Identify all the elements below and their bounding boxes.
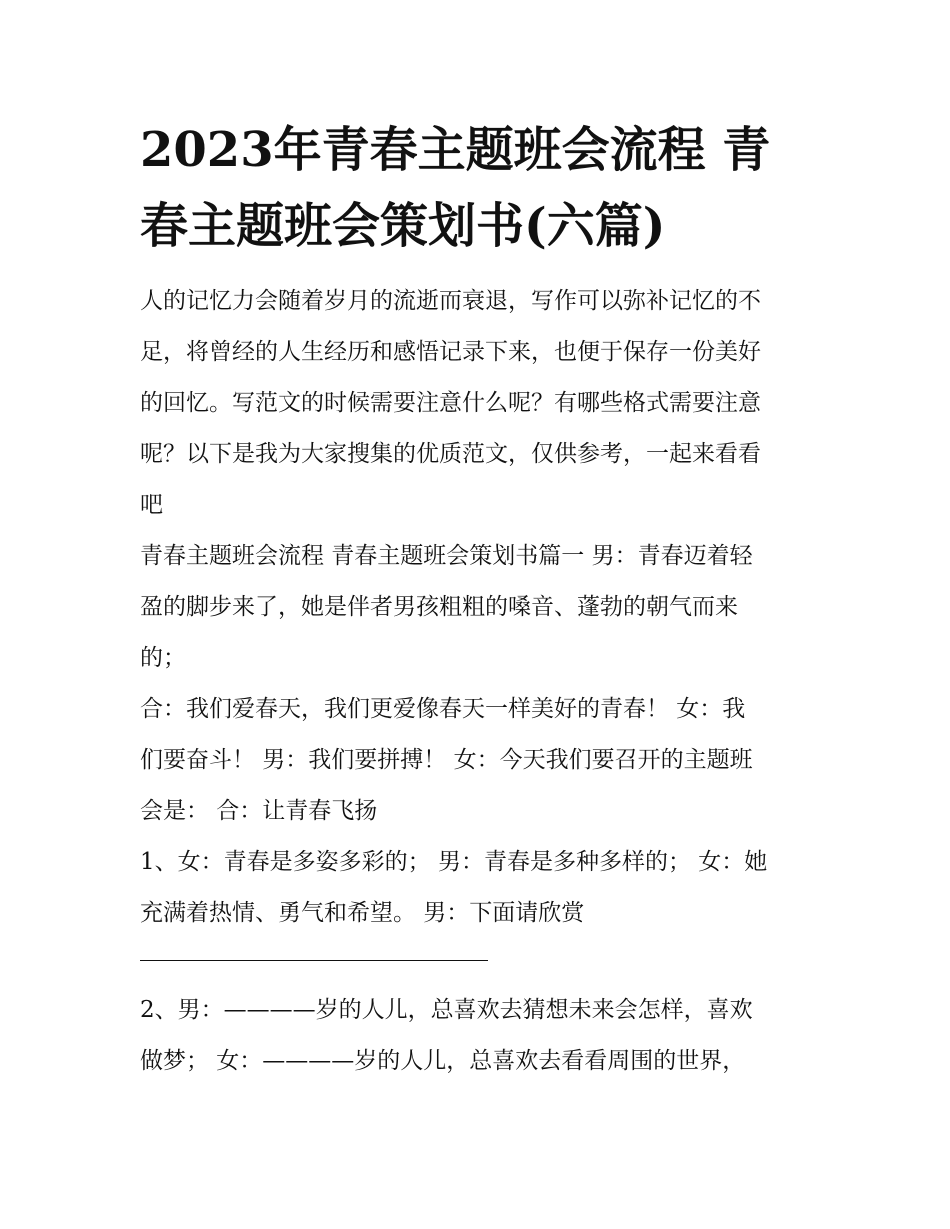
document-title: [140, 112, 820, 264]
body-line: 呢？以下是我为大家搜集的优质范文，仅供参考，一起来看看: [140, 441, 761, 467]
body-line: 吧: [140, 492, 163, 518]
body-line: 2、男：————岁的人儿，总喜欢去猜想未来会怎样，喜欢: [140, 997, 753, 1023]
body-line: 做梦； 女：————岁的人儿，总喜欢去看看周围的世界，: [140, 1048, 746, 1074]
document-body: [140, 276, 820, 939]
title-line-2: 春主题班会策划书(六篇): [140, 198, 666, 254]
body-line: 的；: [140, 645, 186, 671]
body-line: 合：我们爱春天，我们更爱像春天一样美好的青春！ 女：我: [140, 696, 746, 722]
body-line: 充满着热情、勇气和希望。 男：下面请欣赏: [140, 900, 585, 926]
body-line: 1、女：青春是多姿多彩的； 男：青春是多种多样的； 女：她: [140, 849, 768, 875]
document-body-continued: [140, 985, 820, 1087]
body-line: 足，将曾经的人生经历和感悟记录下来，也便于保存一份美好: [140, 339, 761, 365]
body-line: 的回忆。写范文的时候需要注意什么呢？有哪些格式需要注意: [140, 390, 761, 416]
body-line: 青春主题班会流程 青春主题班会策划书篇一 男：青春迈着轻: [140, 543, 753, 569]
title-line-1: 2023年青春主题班会流程 青: [140, 122, 771, 178]
body-line: 们要奋斗！ 男：我们要拼搏！ 女：今天我们要召开的主题班: [140, 747, 753, 773]
body-line: 盈的脚步来了，她是伴者男孩粗粗的嗓音、蓬勃的朝气而来: [140, 594, 738, 620]
body-line: 会是： 合：让青春飞扬: [140, 798, 378, 824]
body-line: 人的记忆力会随着岁月的流逝而衰退，写作可以弥补记忆的不: [140, 288, 761, 314]
fill-in-blank-line: [140, 960, 488, 961]
